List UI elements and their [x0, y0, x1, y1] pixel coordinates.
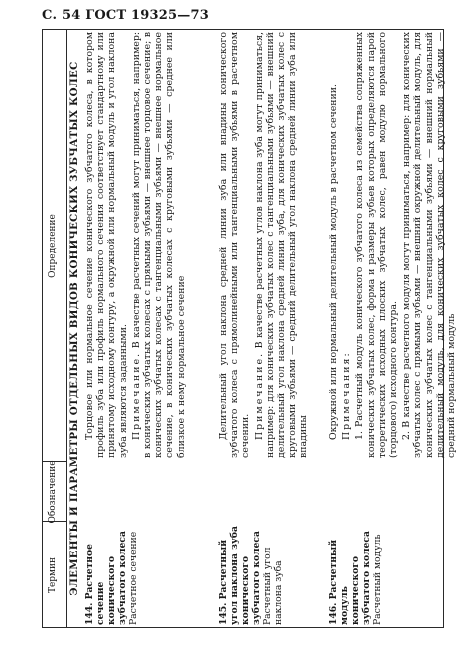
definition-144-text: Торцовое или нормальное сечение конического зубчатого колеса, в котором профиль зуба или профиль нормального сечения соответствует стандартному или принятому исходному контуру, а окружной или нормальный модуль и угол наклона зуба являются заданными. [84, 32, 129, 458]
section-title: ЭЛЕМЕНТЫ И ПАРАМЕТРЫ ОТДЕЛЬНЫХ ВИДОВ КОНИЧЕСКИХ ЗУБЧАТЫХ КОЛЕС [68, 61, 80, 596]
note-label: Примечания: [341, 351, 353, 440]
note-text: В качестве расчетных углов наклона зуба могут приниматься, например: для конических зубчатых колес с тангенциальными зубьями — внешний делительный угол наклона средней линии зуба, для конических зубчатых колес с круговыми зубьями — средний делительный угол наклона средней линии зуба или впадины [253, 32, 310, 458]
definition-146-note-1: 1. Расчетный модуль конического зубчатого колеса из семейства сопряженных конических зубчатых колес, форма и размеры зубьев которых определяются парой теоретических исходных плоских зубчатых колес, равен модулю нормального (торцового) исходного контура. [354, 32, 400, 458]
term-144-alt: Расчетное сечение [128, 531, 139, 625]
definition-146-note-label [341, 32, 352, 458]
term-145-alt: Расчетный угол наклона зуба [262, 547, 284, 625]
term-144-main: 144. Расчетное сечение конического зубчатого колеса [84, 531, 128, 625]
definition-145-note [254, 32, 310, 458]
term-145-main: 145. Расчетный угол наклона зуба конического зубчатого колеса [218, 526, 262, 625]
term-146-alt: Расчетный модуль [372, 534, 383, 625]
definition-146 [328, 32, 459, 458]
definition-145 [218, 32, 312, 458]
col-header-definition: Определение [48, 214, 59, 278]
rotated-table [42, 29, 458, 628]
col-header-term: Термин [48, 556, 59, 594]
term-146 [328, 525, 383, 625]
note-label: Примечание. [253, 351, 265, 440]
note-label: Примечание. [130, 351, 142, 440]
page-header [42, 8, 209, 23]
table-left-border [42, 627, 444, 628]
note-text: В качестве расчетных сечений могут приниматься, например: в конических зубчатых колесах с прямыми зубьями — внешнее торцовое сечение; в конических зубчатых колесах с тангенциальными зубьями — внешнее нормальное сечение, в конических зубчатых колесах с круговыми зубьями — среднее или близкое к нему нормальное сечение [130, 32, 187, 458]
term-146-main: 146. Расчетный модуль конического зубчатого колеса [328, 531, 372, 625]
definition-145-text: Делительный угол наклона средней линии зуба или впадины конического зубчатого колеса с прямолинейными или тангенциальными зубьями в расчетном сечении. [218, 32, 252, 458]
table-right-border [42, 29, 444, 30]
header-divider [66, 29, 67, 628]
term-144 [84, 525, 139, 625]
page-label: С. 54 ГОСТ 19325—73 [42, 8, 209, 23]
definition-144 [84, 32, 189, 458]
col-header-symbol: Обозначение [48, 460, 59, 524]
term-145 [218, 525, 284, 625]
definition-146-text: Окружной или нормальный делительный модуль в расчетном сечении. [328, 83, 339, 440]
definition-144-note [131, 32, 187, 458]
definition-146-note-2: 2. В качестве расчетного модуля могут приниматься, например: для конических зубчатых колес с прямыми зубьями — внешний окружной делительный модуль, для конических зубчатых колес с тангенциальными зубьями — внешний нормальный делительный модуль, для конических зубчатых колес с круговыми зубьями — средний нормальный модуль [401, 32, 458, 458]
